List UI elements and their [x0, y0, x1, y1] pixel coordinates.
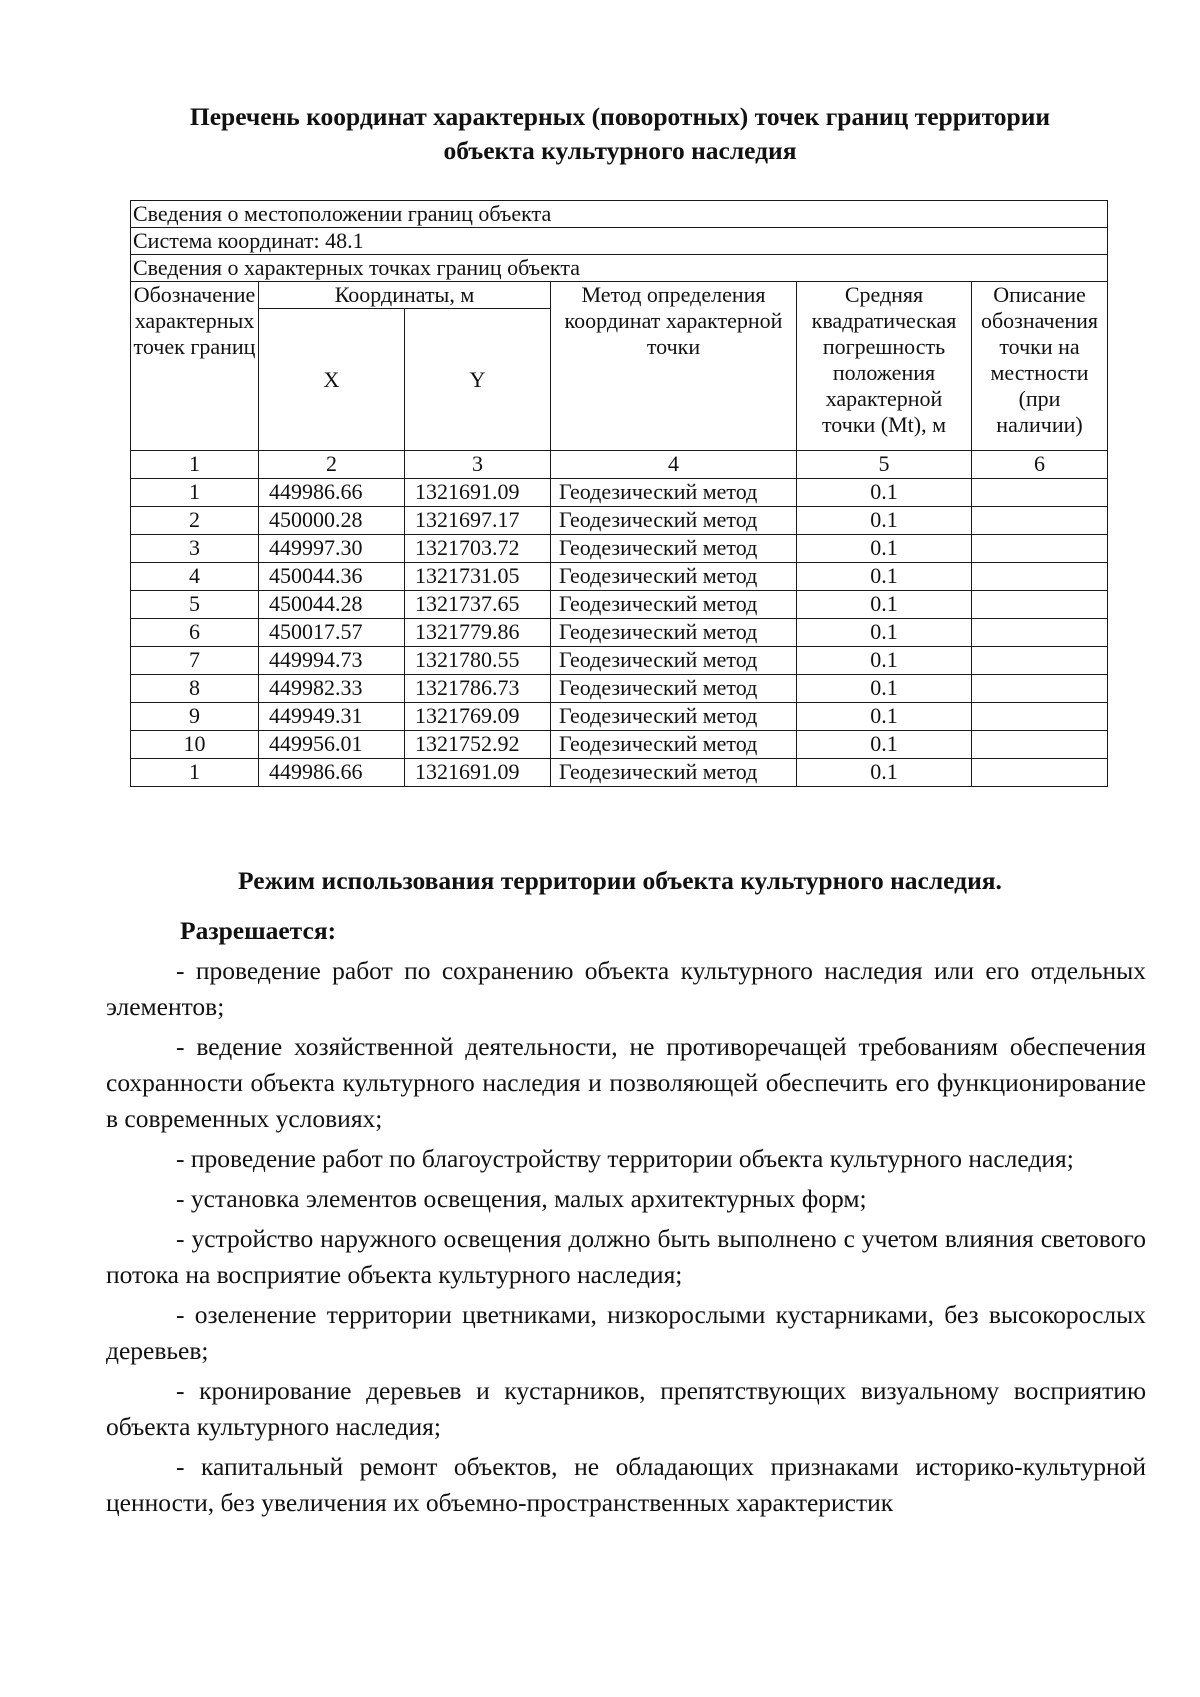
method: Геодезический метод: [551, 563, 797, 591]
x-coordinate: 449956.01: [259, 731, 405, 759]
method: Геодезический метод: [551, 675, 797, 703]
x-coordinate: 450044.36: [259, 563, 405, 591]
y-coordinate: 1321697.17: [405, 507, 551, 535]
x-coordinate: 450044.28: [259, 591, 405, 619]
method: Геодезический метод: [551, 647, 797, 675]
table-row: [131, 703, 1108, 731]
table-row: [131, 759, 1108, 787]
info-points: Сведения о характерных точках границ объекта: [131, 255, 1108, 282]
y-coordinate: 1321779.86: [405, 619, 551, 647]
table-row: [131, 563, 1108, 591]
table-row: [131, 675, 1108, 703]
y-coordinate: 1321780.55: [405, 647, 551, 675]
header-coordinates: Координаты, м: [259, 282, 551, 309]
point-description: [972, 535, 1108, 563]
point-number: 6: [131, 619, 259, 647]
point-number: 9: [131, 703, 259, 731]
y-coordinate: 1321752.92: [405, 731, 551, 759]
point-description: [972, 759, 1108, 787]
x-coordinate: 449994.73: [259, 647, 405, 675]
x-coordinate: 450000.28: [259, 507, 405, 535]
table-row: [131, 479, 1108, 507]
table-row: [131, 507, 1108, 535]
table-row: [131, 731, 1108, 759]
info-location: Сведения о местоположении границ объекта: [131, 201, 1108, 228]
method: Геодезический метод: [551, 731, 797, 759]
method: Геодезический метод: [551, 591, 797, 619]
y-coordinate: 1321691.09: [405, 479, 551, 507]
point-number: 3: [131, 535, 259, 563]
allowed-item: - проведение работ по благоустройству территории объекта культурного наследия;: [176, 1144, 1074, 1173]
point-number: 2: [131, 507, 259, 535]
table-row: [131, 619, 1108, 647]
point-number: 1: [131, 759, 259, 787]
allowed-item: - проведение работ по сохранению объекта культурного наследия или его отдельных элементов;: [106, 956, 1146, 1021]
mean-error: 0.1: [797, 647, 972, 675]
table-row: [131, 647, 1108, 675]
point-number: 1: [131, 479, 259, 507]
table-row: [131, 535, 1108, 563]
header-method: Метод определения координат характерной точки: [551, 282, 797, 451]
coordinates-table: [130, 200, 1108, 787]
allowed-item: - устройство наружного освещения должно быть выполнено с учетом влияния светового потока на восприятие объекта культурного наследия;: [106, 1224, 1146, 1289]
y-coordinate: 1321731.05: [405, 563, 551, 591]
method: Геодезический метод: [551, 759, 797, 787]
point-description: [972, 563, 1108, 591]
x-coordinate: 449986.66: [259, 479, 405, 507]
point-description: [972, 647, 1108, 675]
header-x: X: [259, 309, 405, 451]
allowed-label: Разрешается:: [180, 916, 337, 945]
header-y: Y: [405, 309, 551, 451]
title-line-2: объекта культурного наследия: [443, 136, 797, 165]
method: Геодезический метод: [551, 479, 797, 507]
point-description: [972, 619, 1108, 647]
method: Геодезический метод: [551, 535, 797, 563]
column-number: 5: [797, 451, 972, 479]
document-title: [120, 100, 1120, 168]
allowed-item: - установка элементов освещения, малых архитектурных форм;: [176, 1184, 867, 1213]
mean-error: 0.1: [797, 619, 972, 647]
table-row: [131, 591, 1108, 619]
header-designation: Обозначение характерных точек границ: [131, 282, 259, 451]
mean-error: 0.1: [797, 507, 972, 535]
point-description: [972, 591, 1108, 619]
point-number: 5: [131, 591, 259, 619]
x-coordinate: 449997.30: [259, 535, 405, 563]
point-description: [972, 703, 1108, 731]
x-coordinate: 449949.31: [259, 703, 405, 731]
allowed-item: - ведение хозяйственной деятельности, не противоречащей требованиям обеспечения сохранности объекта культурного наследия и позволяющей обеспечить его функционирование в современных условиях;: [106, 1032, 1146, 1133]
method: Геодезический метод: [551, 703, 797, 731]
header-error: Средняя квадратическая погрешность положения характерной точки (Mt), м: [797, 282, 972, 451]
point-description: [972, 507, 1108, 535]
point-description: [972, 479, 1108, 507]
x-coordinate: 449986.66: [259, 759, 405, 787]
point-number: 4: [131, 563, 259, 591]
header-description: Описание обозначения точки на местности (при наличии): [972, 282, 1108, 451]
column-number: 6: [972, 451, 1108, 479]
allowed-item: - озеленение территории цветниками, низкорослыми кустарниками, без высокорослых деревьев;: [106, 1300, 1146, 1365]
column-numbers-row: [131, 451, 1108, 479]
y-coordinate: 1321769.09: [405, 703, 551, 731]
method: Геодезический метод: [551, 507, 797, 535]
point-number: 8: [131, 675, 259, 703]
title-line-1: Перечень координат характерных (поворотных) точек границ территории: [189, 102, 1051, 131]
x-coordinate: 450017.57: [259, 619, 405, 647]
mean-error: 0.1: [797, 759, 972, 787]
y-coordinate: 1321691.09: [405, 759, 551, 787]
point-number: 10: [131, 731, 259, 759]
point-description: [972, 675, 1108, 703]
mean-error: 0.1: [797, 591, 972, 619]
y-coordinate: 1321737.65: [405, 591, 551, 619]
mean-error: 0.1: [797, 479, 972, 507]
column-number: 4: [551, 451, 797, 479]
column-number: 1: [131, 451, 259, 479]
mean-error: 0.1: [797, 535, 972, 563]
mean-error: 0.1: [797, 731, 972, 759]
coordinate-rows: [131, 479, 1108, 787]
x-coordinate: 449982.33: [259, 675, 405, 703]
y-coordinate: 1321786.73: [405, 675, 551, 703]
column-number: 3: [405, 451, 551, 479]
y-coordinate: 1321703.72: [405, 535, 551, 563]
mean-error: 0.1: [797, 703, 972, 731]
allowed-items-list: [106, 953, 1146, 1525]
allowed-item: - капитальный ремонт объектов, не обладающих признаками историко-культурной ценности, без увеличения их объемно-пространственных характеристик: [106, 1452, 1146, 1517]
mean-error: 0.1: [797, 675, 972, 703]
info-coordinate-system: Система координат: 48.1: [131, 228, 1108, 255]
column-number: 2: [259, 451, 405, 479]
regime-title: Режим использования территории объекта культурного наследия.: [238, 866, 1002, 895]
point-number: 7: [131, 647, 259, 675]
point-description: [972, 731, 1108, 759]
mean-error: 0.1: [797, 563, 972, 591]
method: Геодезический метод: [551, 619, 797, 647]
allowed-item: - кронирование деревьев и кустарников, препятствующих визуальному восприятию объекта культурного наследия;: [106, 1376, 1146, 1441]
